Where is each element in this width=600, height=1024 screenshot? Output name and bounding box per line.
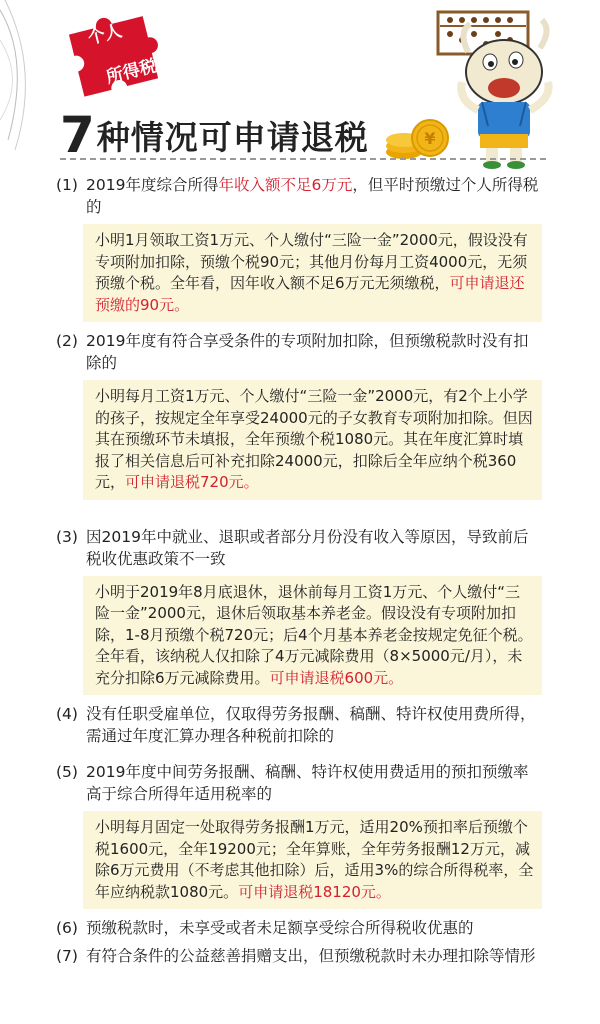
decorative-corner-lines (0, 0, 60, 150)
case-number: (2) (56, 332, 78, 350)
title-divider (60, 158, 546, 160)
example-box-3 (83, 576, 542, 696)
case-text: 2019年度有符合享受条件的专项附加扣除，但预缴税款时没有扣除的 (86, 332, 529, 372)
case-number: (5) (56, 763, 78, 781)
example-box-2 (83, 380, 542, 500)
case-item-7 (56, 945, 542, 967)
page-title (60, 104, 369, 164)
case-item-4 (56, 703, 542, 747)
case-number: (7) (56, 947, 78, 965)
example-box-1 (83, 224, 542, 322)
example-highlight: 可申请退还预缴的90元。 (95, 274, 525, 314)
case-number: (1) (56, 176, 78, 194)
case-text: 2019年度中间劳务报酬、稿酬、特许权使用费适用的预扣预缴率高于综合所得年适用税率的 (86, 763, 529, 803)
example-text: 小明于2019年8月底退休，退休前每月工资1万元、个人缴付“三险一金”2000元，退休后领取基本养老金。假设没有专项附加扣除，1-8月预缴个税720元；后4个月基本养老金按规定免征个税。全年看，该纳税人仅扣除了4万元减除费用（8×5000元/月），未充分扣除6万元减除费用。 (95, 582, 533, 687)
case-text: 因2019年中就业、退职或者部分月份没有收入等原因，导致前后税收优惠政策不一致 (86, 527, 529, 568)
case-item-6 (56, 917, 542, 939)
badge-line2: 所得税 (104, 56, 159, 88)
case-text-end: ，但平时预缴过个人所得税的 (86, 176, 539, 216)
case-text-highlight: 年收入额不足6万元 (218, 176, 353, 194)
example-text: 小明每月固定一处取得劳务报酬1万元，适用20%预扣率后预缴个税1600元，全年19200元；全年算账，全年劳务报酬12万元，减除6万元费用（不考虑其他扣除）后，适用3%的综合所得税率，全年应纳税款1080元。 (95, 818, 534, 901)
case-text-start: 2019年度综合所得 (86, 176, 219, 194)
case-item-3 (56, 526, 542, 570)
case-text: 没有任职受雇单位，仅取得劳务报酬、稿酬、特许权使用费所得，需通过年度汇算办理各种税前扣除的 (86, 705, 536, 745)
case-text: 有符合条件的公益慈善捐赠支出，但预缴税款时未办理扣除等情形 (86, 947, 536, 965)
gold-coins-icon (382, 112, 458, 164)
refund-cases-list (56, 174, 542, 973)
example-highlight: 可申请退税720元。 (125, 473, 259, 491)
case-item-1 (56, 174, 542, 218)
case-number: (6) (56, 919, 78, 937)
title-number: 7 (60, 106, 95, 164)
example-text: 小明1月领取工资1万元、个人缴付“三险一金”2000元，假设没有专项附加扣除，预缴个税90元；其他月份每月工资4000元，无须预缴个税。全年看，因年收入额不足6万元无须缴税， (95, 231, 528, 292)
case-item-5 (56, 761, 542, 805)
example-highlight: 可申请退税600元。 (269, 668, 404, 687)
example-highlight: 可申请退税18120元。 (238, 882, 391, 901)
svg-text:¥: ¥ (424, 129, 436, 148)
case-text: 预缴税款时，未享受或者未足额享受综合所得税收优惠的 (86, 919, 474, 937)
case-number: (3) (56, 527, 78, 546)
case-number: (4) (56, 705, 78, 723)
badge-line1: 个人 (86, 21, 124, 49)
example-text: 小明每月工资1万元、个人缴付“三险一金”2000元，有2个上小学的孩子，按规定全年享受24000元的子女教育专项附加扣除。但因其在预缴环节未填报，全年预缴个税1080元。其在年度汇算时填报了相关信息后可补充扣除24000元，扣除后全年应纳个税360元， (95, 387, 533, 491)
example-box-5 (83, 811, 542, 909)
title-text: 种情况可申请退税 (96, 118, 369, 157)
case-item-2 (56, 330, 542, 374)
